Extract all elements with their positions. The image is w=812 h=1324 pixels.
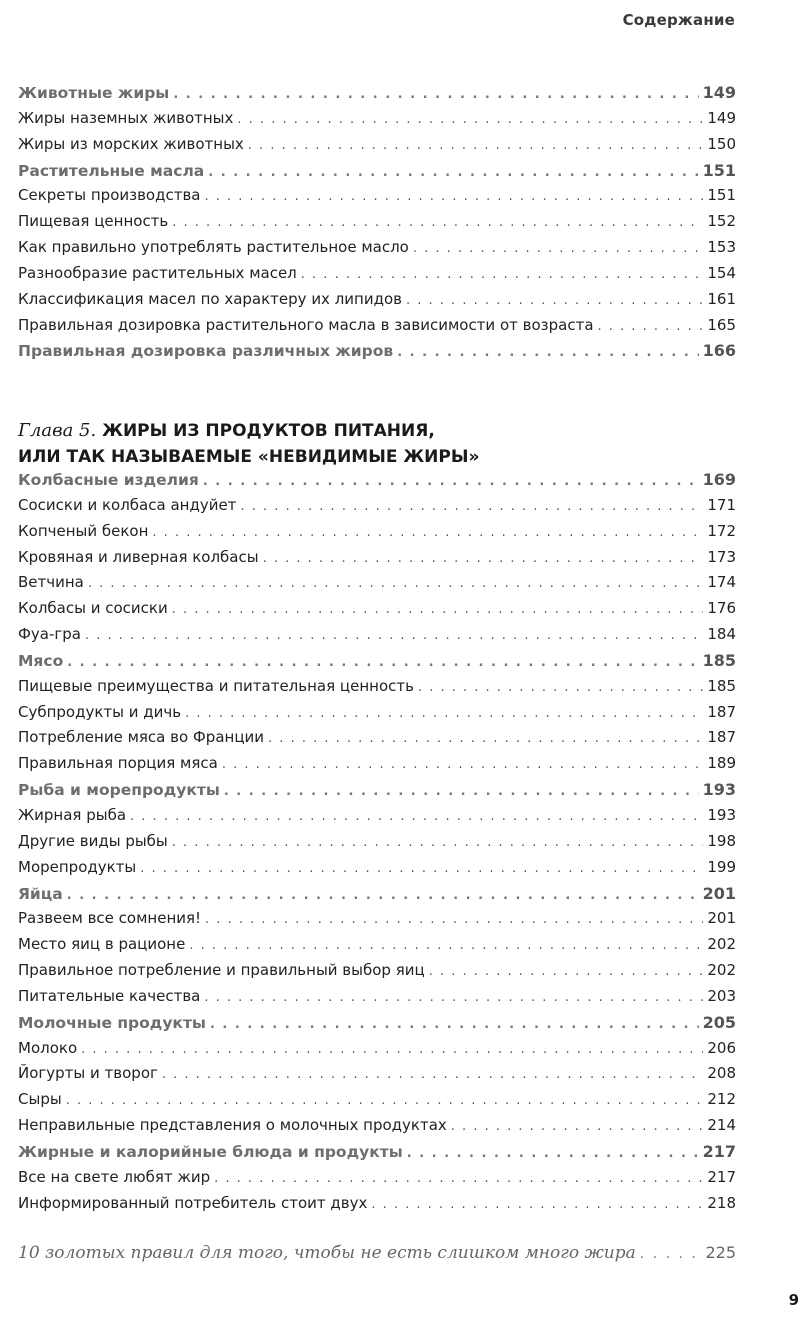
toc-entry-title: Жиры наземных животных: [18, 108, 234, 127]
toc-entry-page: 166: [702, 341, 736, 361]
toc-entry[interactable]: [18, 570, 736, 596]
dot-leader: [598, 314, 704, 340]
toc-entry-title: Место яиц в рационе: [18, 935, 186, 954]
toc-entry-title: Ветчина: [18, 573, 84, 592]
dot-leader: [237, 107, 703, 133]
toc-entry-page: 202: [707, 935, 736, 954]
toc-entry-page: 172: [707, 521, 736, 540]
toc-entry[interactable]: [18, 855, 736, 881]
toc-entry-title: Питательные качества: [18, 986, 201, 1005]
toc-entry-page: 193: [707, 805, 736, 824]
toc-entry-title: Колбасы и сосиски: [18, 599, 168, 618]
toc-entry[interactable]: [18, 1036, 736, 1062]
toc-entry-page: 152: [707, 212, 736, 231]
toc-entry-page: 165: [707, 315, 736, 334]
toc-entry-title: Колбасные изделия: [18, 471, 199, 489]
toc-entry-page: 214: [707, 1116, 736, 1135]
toc-section-entry[interactable]: [18, 158, 736, 184]
dot-leader: [162, 1062, 703, 1088]
toc-section-entry[interactable]: [18, 80, 736, 106]
toc-entry-title: Кровяная и ливерная колбасы: [18, 547, 259, 566]
toc-section-entry[interactable]: [18, 467, 736, 493]
toc-entry[interactable]: [18, 209, 736, 235]
toc-entry[interactable]: [18, 235, 736, 261]
toc-entry-title: Правильная порция мяса: [18, 754, 218, 773]
toc-entry-page: 149: [707, 108, 736, 127]
toc-entry[interactable]: [18, 1061, 736, 1087]
dot-leader: [203, 469, 699, 495]
toc-entry-title: Потребление мяса во Франции: [18, 728, 265, 747]
toc-entry-title: Пищевая ценность: [18, 212, 169, 231]
toc-section-fats-oils: [18, 80, 736, 364]
toc-entry-title: Сыры: [18, 1090, 62, 1109]
toc-entry-title: Рыба и морепродукты: [18, 781, 220, 800]
toc-section-entry[interactable]: [18, 1010, 736, 1036]
toc-entry-page: 199: [707, 857, 736, 876]
toc-entry-page: 208: [707, 1064, 736, 1083]
toc-entry-page: 151: [707, 186, 736, 205]
toc-entry-title: Мясо: [18, 651, 64, 670]
toc-section-entry[interactable]: [18, 881, 736, 907]
dot-leader: [81, 1037, 703, 1063]
dot-leader: [240, 494, 703, 520]
toc-entry[interactable]: [18, 674, 736, 700]
toc-entry-title: Развеем все сомнения!: [18, 909, 202, 928]
dot-leader: [66, 1088, 704, 1114]
chapter-label: Глава 5.: [18, 420, 97, 441]
toc-entry-title: Разнообразие растительных масел: [18, 263, 297, 282]
dot-leader: [189, 933, 703, 959]
dot-leader: [172, 210, 703, 236]
toc-entry-page: 173: [707, 547, 736, 566]
dot-leader: [263, 546, 704, 572]
dot-leader: [88, 571, 703, 597]
toc-entry-page: 217: [707, 1167, 736, 1186]
dot-leader: [185, 701, 703, 727]
toc-entry-page: 203: [707, 986, 736, 1005]
toc-entry[interactable]: [18, 545, 736, 571]
toc-section-entry[interactable]: [18, 777, 736, 803]
chapter-title-line-1: ЖИРЫ ИЗ ПРОДУКТОВ ПИТАНИЯ,: [102, 421, 435, 441]
toc-entry[interactable]: [18, 493, 736, 519]
dot-leader: [85, 623, 703, 649]
toc-entry-page: 189: [707, 754, 736, 773]
toc-entry[interactable]: [18, 313, 736, 339]
toc-golden-rules-entry[interactable]: [18, 1243, 736, 1263]
toc-entry[interactable]: [18, 751, 736, 777]
dot-leader: [640, 1246, 700, 1262]
dot-leader: [429, 959, 704, 985]
dot-leader: [205, 907, 703, 933]
toc-entry-title: Классификация масел по характеру их липидов: [18, 289, 402, 308]
dot-leader: [140, 856, 703, 882]
toc-entry-title: Морепродукты: [18, 857, 137, 876]
toc-entry-page: 187: [707, 728, 736, 747]
toc-entry-title: Молочные продукты: [18, 1013, 206, 1032]
dot-leader: [210, 1012, 699, 1038]
toc-entry[interactable]: [18, 622, 736, 648]
toc-entry[interactable]: [18, 596, 736, 622]
toc-entry-page: 171: [707, 495, 736, 514]
toc-entry-page: 206: [707, 1038, 736, 1057]
toc-entry[interactable]: [18, 906, 736, 932]
toc-entry[interactable]: [18, 1165, 736, 1191]
toc-entry[interactable]: [18, 803, 736, 829]
toc-entry-title: Фуа-гра: [18, 625, 81, 644]
toc-entry-page: 149: [702, 83, 736, 102]
toc-entry-title: Пищевые преимущества и питательная ценность: [18, 676, 414, 695]
dot-leader: [371, 1192, 703, 1218]
toc-entry[interactable]: [18, 287, 736, 313]
toc-entry[interactable]: [18, 1113, 736, 1139]
toc-entry-title: Сосиски и колбаса андуйет: [18, 495, 237, 514]
toc-section-entry[interactable]: [18, 648, 736, 674]
toc-entry-page: 218: [707, 1193, 736, 1212]
dot-leader: [248, 133, 704, 159]
dot-leader: [418, 675, 703, 701]
dot-leader: [214, 1166, 703, 1192]
toc-entry[interactable]: [18, 958, 736, 984]
toc-entry-page: 201: [707, 909, 736, 928]
toc-entry-title: Растительные масла: [18, 161, 205, 180]
toc-entry[interactable]: [18, 1191, 736, 1217]
toc-entry[interactable]: [18, 261, 736, 287]
toc-entry-title: Копченый бекон: [18, 521, 149, 540]
toc-entry-title: Как правильно употреблять растительное масло: [18, 238, 409, 257]
toc-entry[interactable]: [18, 1087, 736, 1113]
toc-entry[interactable]: [18, 106, 736, 132]
toc-entry-title: Жиры из морских животных: [18, 134, 244, 153]
toc-entry-page: 150: [707, 134, 736, 153]
toc-entry-page: 187: [707, 702, 736, 721]
toc-entry-page: 184: [707, 625, 736, 644]
toc-section-entry[interactable]: [18, 1139, 736, 1165]
toc-entry-page: 169: [702, 470, 736, 489]
toc-entry[interactable]: [18, 132, 736, 158]
toc-entry-page: 205: [702, 1012, 736, 1032]
chapter-title-line-2: ИЛИ ТАК НАЗЫВАЕМЫЕ «НЕВИДИМЫЕ ЖИРЫ»: [18, 447, 480, 467]
dot-leader: [130, 804, 703, 830]
toc-entry-title: Молоко: [18, 1038, 78, 1057]
dot-leader: [208, 160, 698, 186]
running-head: Содержание: [622, 11, 735, 29]
dot-leader: [172, 830, 704, 856]
dot-leader: [173, 82, 698, 108]
toc-entry-page: 151: [702, 160, 736, 180]
toc-entry-page: 161: [707, 289, 736, 308]
toc-entry-page: 212: [707, 1090, 736, 1109]
dot-leader: [224, 779, 699, 805]
dot-leader: [67, 883, 699, 909]
dot-leader: [205, 184, 704, 210]
dot-leader: [407, 1141, 699, 1167]
toc-entry-page: 193: [702, 780, 736, 800]
chapter-heading-line-1: [18, 418, 479, 444]
dot-leader: [152, 520, 703, 546]
toc-entry-title: Субпродукты и дичь: [18, 702, 182, 721]
toc-entry[interactable]: [18, 183, 736, 209]
toc-entry-page: 217: [702, 1141, 736, 1161]
toc-entry-title: Другие виды рыбы: [18, 831, 168, 850]
toc-entry[interactable]: [18, 984, 736, 1010]
toc-entry[interactable]: [18, 700, 736, 726]
toc-entry-title: Все на свете любят жир: [18, 1167, 211, 1186]
dot-leader: [301, 262, 704, 288]
toc-entry[interactable]: [18, 519, 736, 545]
toc-entry-title: Жирные и калорийные блюда и продукты: [18, 1142, 403, 1161]
golden-rules-title: 10 золотых правил для того, чтобы не есть слишком много жира: [18, 1243, 636, 1263]
toc-entry-title: Правильное потребление и правильный выбор яиц: [18, 961, 425, 980]
toc-entry-title: Правильная дозировка растительного масла в зависимости от возраста: [18, 315, 594, 334]
toc-entry-page: 198: [707, 831, 736, 850]
dot-leader: [451, 1114, 704, 1140]
golden-rules-page: 225: [705, 1243, 736, 1262]
dot-leader: [406, 288, 703, 314]
dot-leader: [204, 985, 703, 1011]
dot-leader: [67, 650, 698, 676]
toc-entry-page: 202: [707, 961, 736, 980]
toc-entry-page: 185: [707, 676, 736, 695]
toc-entry-page: 176: [707, 599, 736, 618]
chapter-heading: [18, 418, 479, 470]
toc-entry-page: 154: [707, 263, 736, 282]
toc-entry-title: Информированный потребитель стоит двух: [18, 1193, 368, 1212]
toc-entry[interactable]: [18, 932, 736, 958]
toc-entry-title: Секреты производства: [18, 186, 201, 205]
toc-entry-page: 201: [702, 883, 736, 903]
toc-entry-title: Йогурты и творог: [18, 1064, 158, 1083]
toc-entry-title: Правильная дозировка различных жиров: [18, 342, 394, 361]
toc-entry-page: 153: [707, 238, 736, 257]
dot-leader: [172, 597, 704, 623]
dot-leader: [397, 340, 698, 366]
toc-entry-title: Яйца: [18, 884, 63, 903]
toc-entry[interactable]: [18, 829, 736, 855]
dot-leader: [222, 752, 704, 778]
toc-entry-page: 185: [702, 650, 736, 670]
dot-leader: [268, 726, 703, 752]
dot-leader: [413, 236, 704, 262]
toc-entry-title: Неправильные представления о молочных продуктах: [18, 1116, 447, 1135]
page-number: 9: [788, 1291, 799, 1309]
toc-section-entry[interactable]: [18, 338, 736, 364]
toc-entry-title: Животные жиры: [18, 84, 170, 102]
toc-entry-title: Жирная рыба: [18, 805, 127, 824]
toc-entry-page: 174: [707, 573, 736, 592]
toc-section-invisible-fats: [18, 467, 736, 1216]
toc-entry[interactable]: [18, 725, 736, 751]
